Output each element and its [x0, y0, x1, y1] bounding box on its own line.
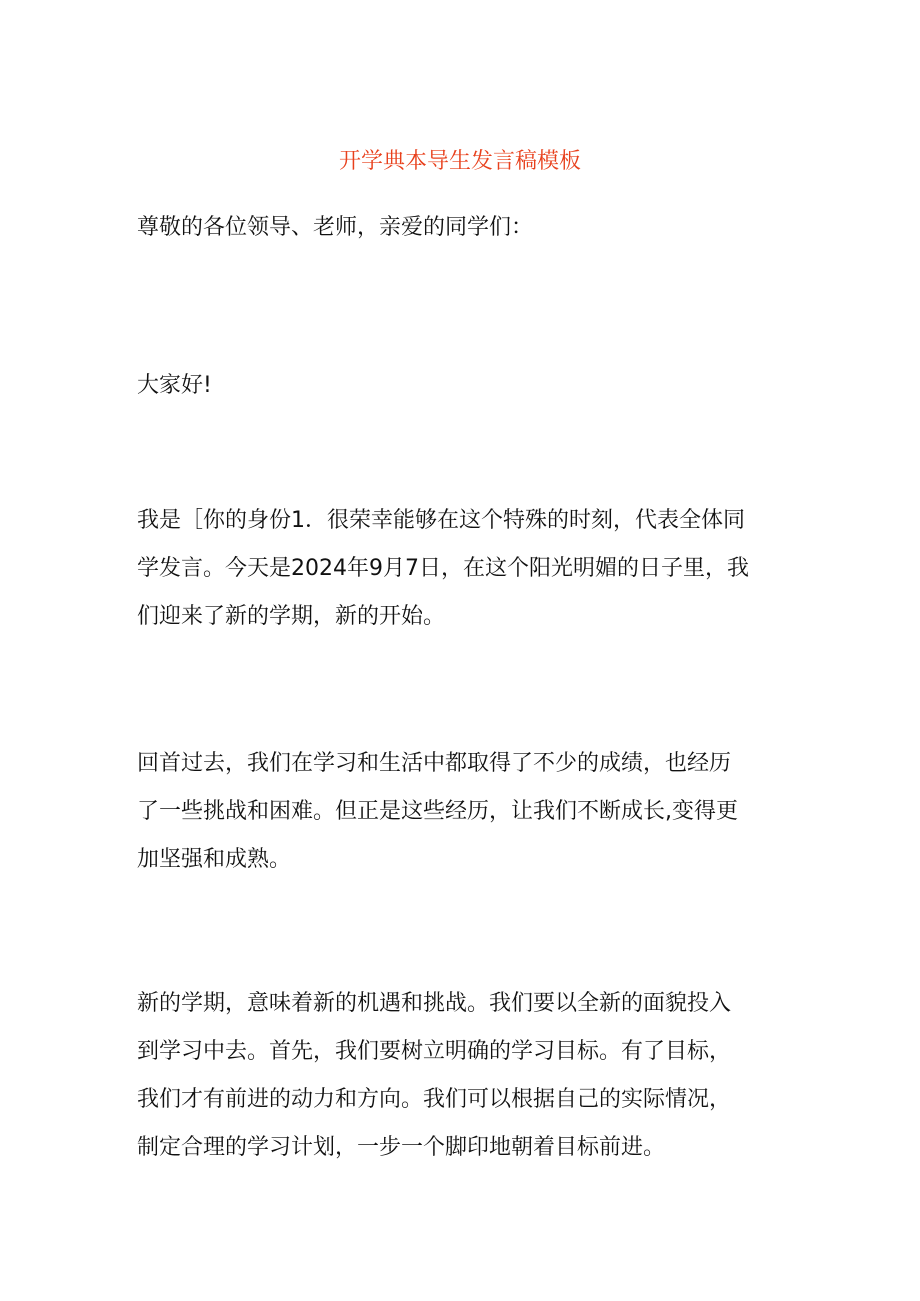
paragraph-line: 回首过去，我们在学习和生活中都取得了不少的成绩，也经历 [137, 751, 732, 776]
paragraph-line: 制定合理的学习计划，一步一个脚印地朝着目标前进。 [137, 1135, 666, 1160]
salutation: 尊敬的各位领导、老师，亲爱的同学们： [137, 215, 534, 240]
paragraph-line: 加坚强和成熟。 [137, 847, 292, 872]
greeting: 大家好! [137, 373, 212, 398]
paragraph-line: 学发言。今天是2024年9月7日，在这个阳光明媚的日子里，我 [137, 556, 749, 581]
paragraph-new-semester [137, 980, 787, 1172]
paragraph-introduction [137, 497, 787, 641]
document-title: 开学典本导生发言稿模板 [338, 149, 581, 174]
paragraph-line: 新的学期，意味着新的机遇和挑战。我们要以全新的面貌投入 [137, 991, 732, 1016]
paragraph-line: 我们才有前进的动力和方向。我们可以根据自己的实际情况， [137, 1087, 732, 1112]
paragraph-line: 到学习中去。首先，我们要树立明确的学习目标。有了目标， [137, 1039, 732, 1064]
paragraph-line: 我是［你的身份1．很荣幸能够在这个特殊的时刻，代表全体同 [137, 508, 745, 533]
paragraph-line: 们迎来了新的学期，新的开始。 [137, 604, 446, 629]
paragraph-looking-back [137, 740, 787, 884]
paragraph-line: 了一些挑战和困难。但正是这些经历，让我们不断成长,变得更 [137, 799, 738, 824]
